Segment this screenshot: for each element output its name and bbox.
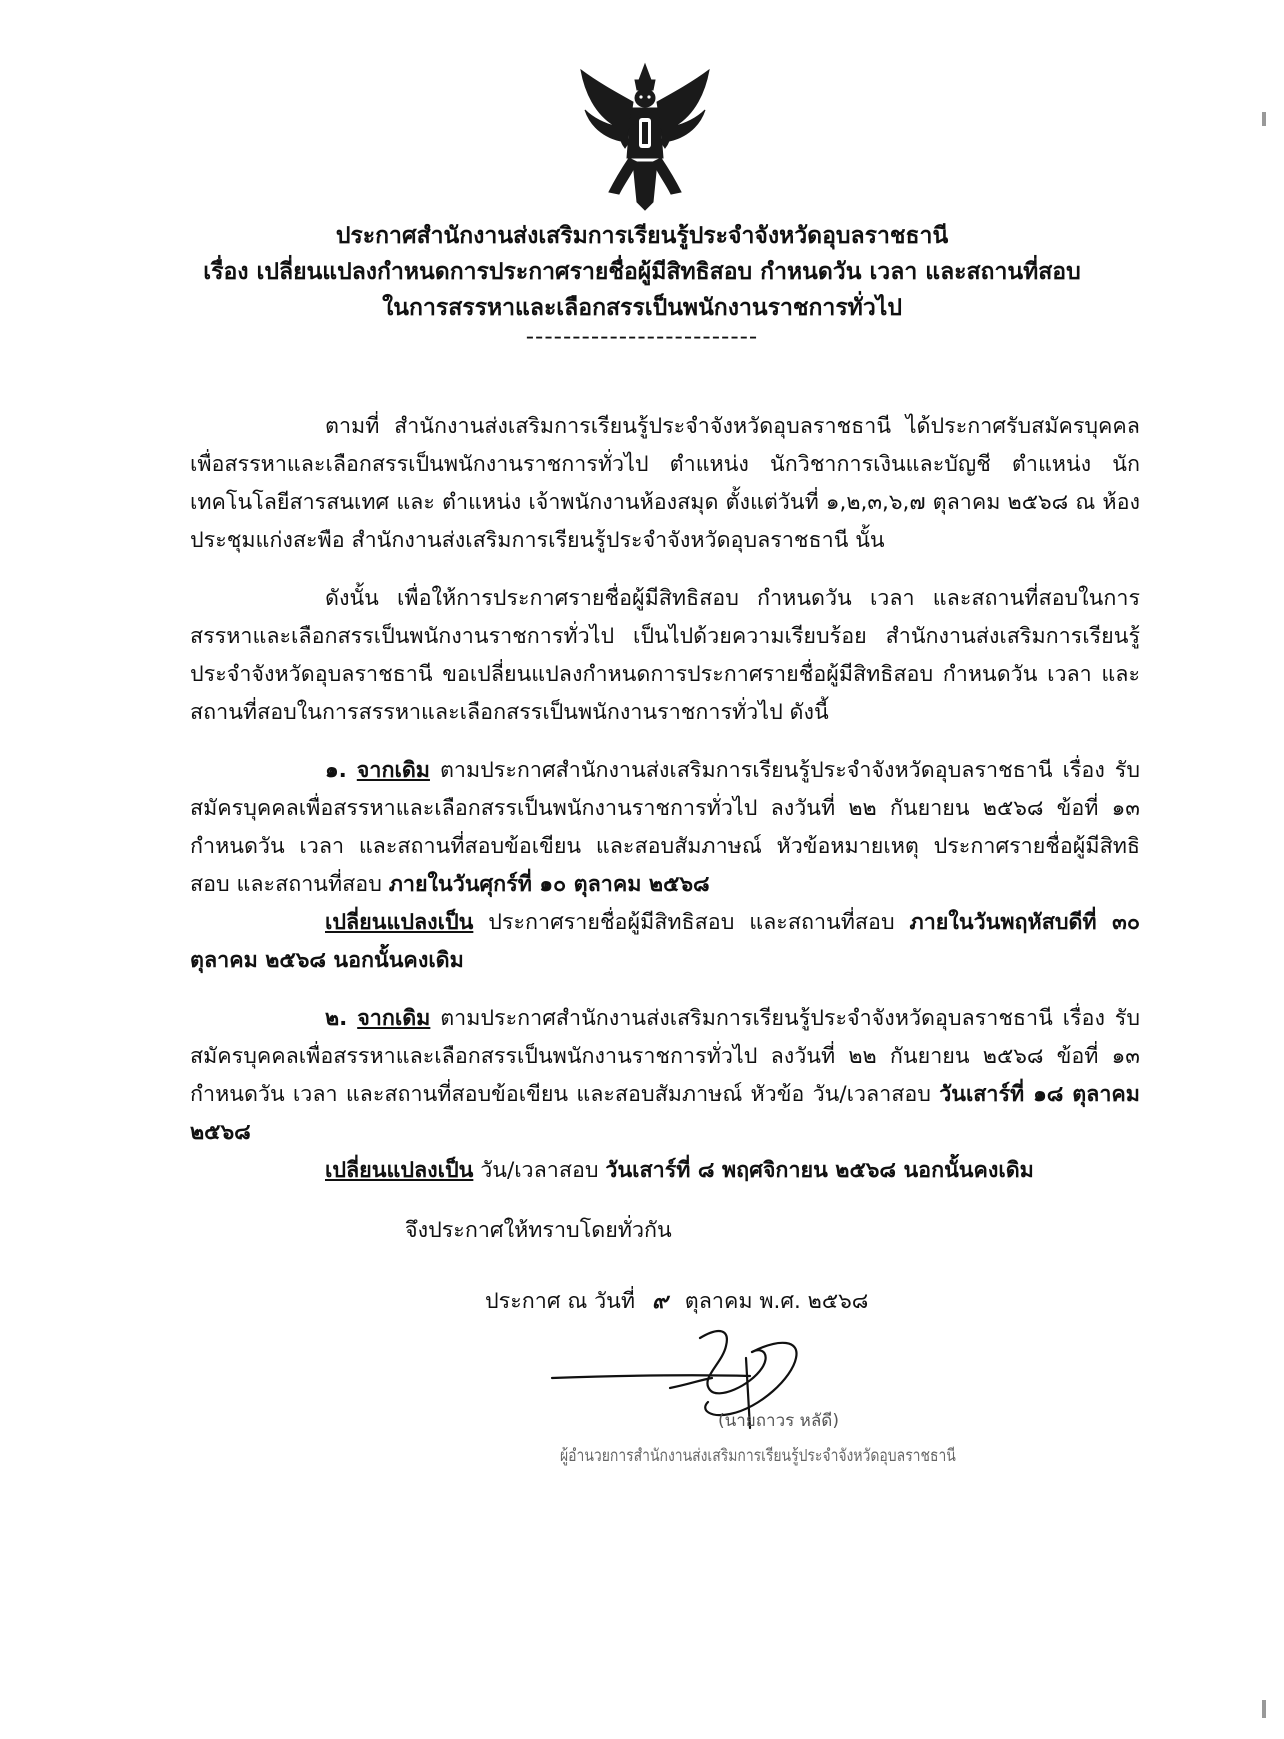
garuda-emblem-icon (575, 62, 715, 212)
item-2-change (190, 1152, 1140, 1190)
item-1-change-label: เปลี่ยนแปลงเป็น (325, 910, 474, 935)
header-subject: เรื่อง เปลี่ยนแปลงกำหนดการประกาศรายชื่อผู้มีสิทธิสอบ กำหนดวัน เวลา และสถานที่สอบ (203, 259, 1081, 285)
date-prefix: ประกาศ ณ วันที่ (485, 1289, 636, 1314)
item-1-from-label: จากเดิม (356, 758, 430, 783)
item-2-number: ๒. (325, 1006, 348, 1031)
paragraph-intro (190, 408, 1140, 560)
item-1-change-text: ประกาศรายชื่อผู้มีสิทธิสอบ และสถานที่สอบ (488, 910, 895, 935)
paragraph-purpose (190, 580, 1140, 732)
date-day-handwritten: ๙ (652, 1289, 668, 1314)
header-title: ประกาศสำนักงานส่งเสริมการเรียนรู้ประจำจังหวัดอุบลราชธานี (335, 223, 949, 249)
item-1-from-date: ภายในวันศุกร์ที่ ๑๐ ตุลาคม ๒๕๖๘ (388, 872, 710, 897)
item-2 (190, 1000, 1140, 1152)
item-1-from-text: ตามประกาศสำนักงานส่งเสริมการเรียนรู้ประจำจังหวัดอุบลราชธานี เรื่อง รับสมัครบุคคลเพื่อสรรหาและเลือกสรรเป็นพนักงานราชการทั่วไป ลงวันที่ ๒๒ กันยายน ๒๕๖๘ ข้อที่ ๑๓ กำหนดวัน เวลา และสถานที่สอบข้อเขียน และสอบสัมภาษณ์ หัวข้อหมายเหตุ ประกาศรายชื่อผู้มีสิทธิสอบ และสถานที่สอบ (190, 758, 1140, 897)
item-1 (190, 752, 1140, 904)
signatory-name: (นายถาวร หลัดี) (718, 1411, 839, 1431)
scan-mark (1262, 112, 1266, 126)
item-2-change-label: เปลี่ยนแปลงเป็น (325, 1158, 474, 1183)
item-1-change-date: ภายในวันพฤหัสบดีที่ ๓๐ ตุลาคม ๒๕๖๘ นอกนั้นคงเดิม (190, 910, 1140, 973)
scan-mark (1262, 1700, 1266, 1718)
closing-statement: จึงประกาศให้ทราบโดยทั่วกัน (405, 1218, 672, 1243)
announcement-date (485, 1283, 868, 1321)
item-2-from-text: ตามประกาศสำนักงานส่งเสริมการเรียนรู้ประจำจังหวัดอุบลราชธานี เรื่อง รับสมัครบุคคลเพื่อสรรหาและเลือกสรรเป็นพนักงานราชการทั่วไป ลงวันที่ ๒๒ กันยายน ๒๕๖๘ ข้อที่ ๑๓ กำหนดวัน เวลา และสถานที่สอบข้อเขียน และสอบสัมภาษณ์ หัวข้อ วัน/เวลาสอบ (190, 1006, 1140, 1107)
paragraph-intro-text: ตามที่ สำนักงานส่งเสริมการเรียนรู้ประจำจังหวัดอุบลราชธานี ได้ประกาศรับสมัครบุคคลเพื่อสรรหาและเลือกสรรเป็นพนักงานราชการทั่วไป ตำแหน่ง นักวิชาการเงินและบัญชี ตำแหน่ง นักเทคโนโลยีสารสนเทศ และ ตำแหน่ง เจ้าพนักงานห้องสมุด ตั้งแต่วันที่ ๑,๒,๓,๖,๗ ตุลาคม ๒๕๖๘ ณ ห้องประชุมแก่งสะพือ สำนักงานส่งเสริมการเรียนรู้ประจำจังหวัดอุบลราชธานี นั้น (190, 414, 1140, 553)
item-2-change-text: วัน/เวลาสอบ (480, 1158, 599, 1183)
announcement-header (0, 218, 1284, 348)
item-2-from-label: จากเดิม (357, 1006, 431, 1031)
paragraph-purpose-text: ดังนั้น เพื่อให้การประกาศรายชื่อผู้มีสิทธิสอบ กำหนดวัน เวลา และสถานที่สอบในการสรรหาและเลือกสรรเป็นพนักงานราชการทั่วไป เป็นไปด้วยความเรียบร้อย สำนักงานส่งเสริมการเรียนรู้ประจำจังหวัดอุบลราชธานี ขอเปลี่ยนแปลงกำหนดการประกาศรายชื่อผู้มีสิทธิสอบ กำหนดวัน เวลา และสถานที่สอบในการสรรหาและเลือกสรรเป็นพนักงานราชการทั่วไป ดังนี้ (190, 586, 1140, 725)
header-separator: ------------------------- (525, 324, 759, 350)
header-subject-line2: ในการสรรหาและเลือกสรรเป็นพนักงานราชการทั่วไป (382, 295, 902, 321)
date-suffix: ตุลาคม พ.ศ. ๒๕๖๘ (684, 1289, 869, 1314)
item-1-change (190, 904, 1140, 980)
signatory-position: ผู้อำนวยการสำนักงานส่งเสริมการเรียนรู้ประจำจังหวัดอุบลราชธานี (560, 1446, 956, 1466)
item-2-change-date: วันเสาร์ที่ ๘ พฤศจิกายน ๒๕๖๘ นอกนั้นคงเดิม (605, 1158, 1034, 1183)
item-2-from-date: วันเสาร์ที่ ๑๘ ตุลาคม ๒๕๖๘ (190, 1082, 1140, 1145)
item-1-number: ๑. (325, 758, 347, 783)
